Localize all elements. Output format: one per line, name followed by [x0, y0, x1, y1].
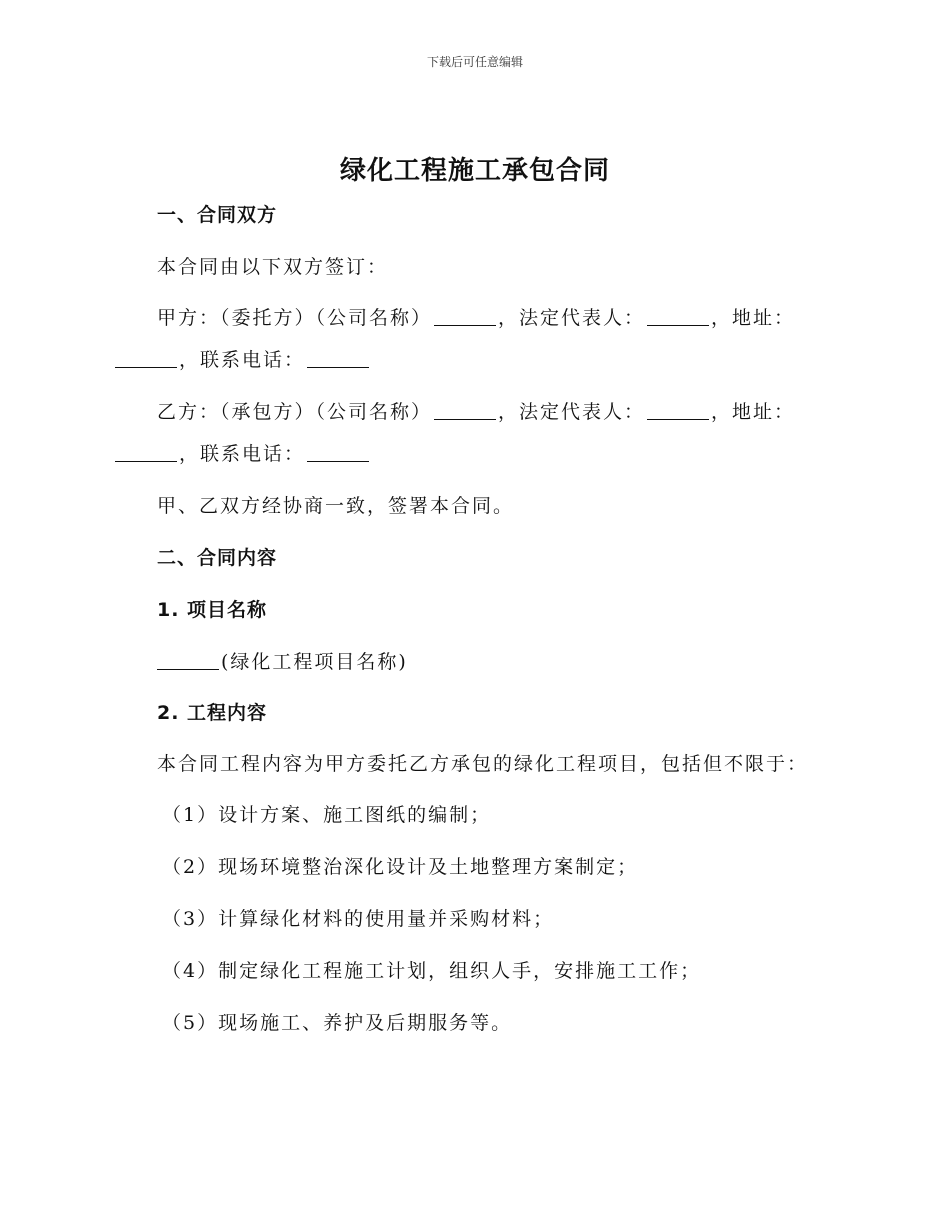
subheading-project-name: 1. 项目名称 [157, 599, 268, 621]
project-name-blank [157, 651, 219, 670]
party-a-label: 甲方：（委托方）（公司名称） [157, 307, 433, 329]
contact-label: ，联系电话： [179, 443, 306, 465]
party-b-line-1 [157, 397, 795, 424]
address-label: ，地址： [711, 307, 796, 329]
party-b-label: 乙方：（承包方）（公司名称） [157, 401, 433, 423]
party-b-phone-blank [307, 443, 369, 462]
contact-label: ，联系电话： [179, 349, 306, 371]
page-header-note: 下载后可任意编辑 [426, 55, 523, 69]
list-item: （3）计算绿化材料的使用量并采购材料； [162, 908, 555, 930]
section-heading-parties: 一、合同双方 [157, 204, 278, 226]
list-item: （5）现场施工、养护及后期服务等。 [162, 1012, 513, 1034]
section-heading-content: 二、合同内容 [157, 547, 278, 569]
party-b-name-blank [434, 401, 496, 420]
project-name-hint: (绿化工程项目名称) [221, 651, 408, 673]
party-a-address-blank [115, 349, 177, 368]
party-a-line-1 [157, 303, 795, 330]
party-a-phone-blank [307, 349, 369, 368]
work-content-intro: 本合同工程内容为甲方委托乙方承包的绿化工程项目，包括但不限于： [157, 753, 809, 775]
party-a-rep-blank [647, 307, 709, 326]
address-label: ，地址： [711, 401, 796, 423]
list-item: （4）制定绿化工程施工计划，组织人手，安排施工工作； [162, 960, 702, 982]
subheading-work-content: 2. 工程内容 [157, 702, 268, 724]
party-b-address-blank [115, 443, 177, 462]
agreement-closing: 甲、乙双方经协商一致，签署本合同。 [157, 495, 515, 517]
list-item: （2）现场环境整治深化设计及土地整理方案制定； [162, 856, 639, 878]
list-item: （1）设计方案、施工图纸的编制； [162, 804, 492, 826]
legal-rep-label: ，法定代表人： [498, 401, 646, 423]
party-b-line-2 [113, 439, 371, 466]
project-name-line [157, 647, 408, 674]
legal-rep-label: ，法定代表人： [498, 307, 646, 329]
parties-intro: 本合同由以下双方签订： [157, 256, 389, 278]
party-a-line-2 [113, 345, 371, 372]
document-title: 绿化工程施工承包合同 [339, 156, 610, 186]
party-a-name-blank [434, 307, 496, 326]
party-b-rep-blank [647, 401, 709, 420]
